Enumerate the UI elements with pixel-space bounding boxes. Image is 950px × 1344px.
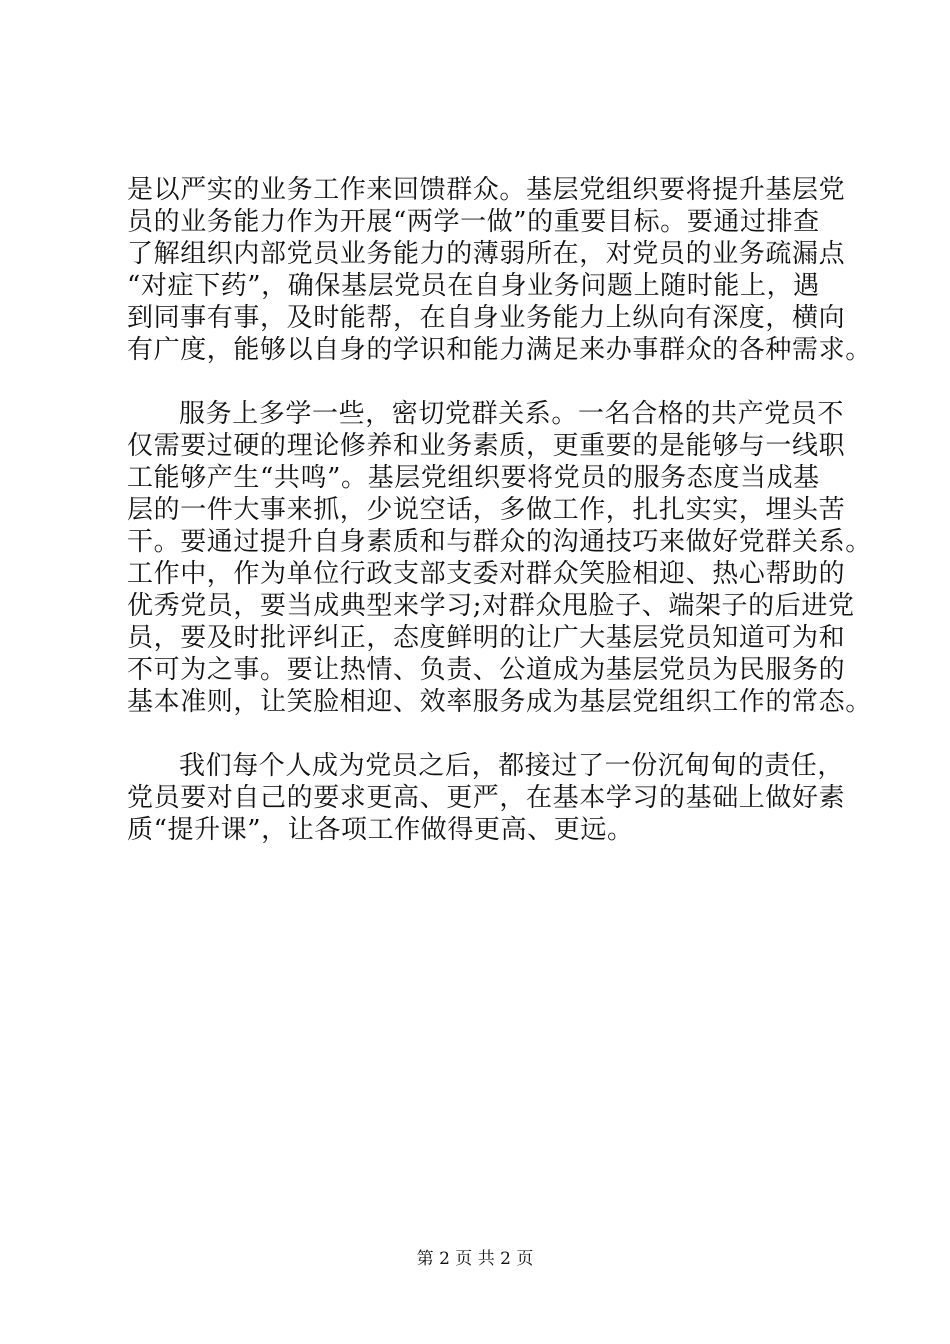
paragraph-line: 了解组织内部党员业务能力的薄弱所在，对党员的业务疏漏点 bbox=[127, 239, 846, 269]
paragraph-line: 质“提升课”，让各项工作做得更高、更远。 bbox=[127, 815, 634, 845]
paragraph-line: 服务上多学一些，密切党群关系。一名合格的共产党员不 bbox=[179, 399, 845, 429]
paragraph-line: 优秀党员，要当成典型来学习;对群众甩脸子、端架子的后进党 bbox=[127, 591, 855, 621]
paragraph-line: 不可为之事。要让热情、负责、公道成为基层党员为民服务的 bbox=[127, 655, 846, 685]
paragraph-1 bbox=[127, 174, 872, 366]
paragraph-line: 工作中，作为单位行政支部支委对群众笑脸相迎、热心帮助的 bbox=[127, 559, 846, 589]
paragraph-line: 党员要对自己的要求更高、更严，在基本学习的基础上做好素 bbox=[127, 783, 846, 813]
paragraph-line: 我们每个人成为党员之后，都接过了一份沉甸甸的责任， bbox=[179, 751, 845, 781]
paragraph-line: 干。要通过提升自身素质和与群众的沟通技巧来做好党群关系。 bbox=[127, 527, 872, 557]
page-number-footer: 第 2 页 共 2 页 bbox=[416, 1249, 534, 1269]
paragraph-line: “对症下药”，确保基层党员在自身业务问题上随时能上，遇 bbox=[127, 271, 820, 301]
paragraph-2 bbox=[127, 398, 872, 718]
paragraph-line: 基本准则，让笑脸相迎、效率服务成为基层党组织工作的常态。 bbox=[127, 687, 872, 717]
paragraph-line: 到同事有事，及时能帮，在自身业务能力上纵向有深度，横向 bbox=[127, 303, 846, 333]
paragraph-3 bbox=[127, 750, 847, 846]
paragraph-line: 工能够产生“共鸣”。基层党组织要将党员的服务态度当成基 bbox=[127, 463, 820, 493]
paragraph-line: 员，要及时批评纠正，态度鲜明的让广大基层党员知道可为和 bbox=[127, 623, 846, 653]
paragraph-line: 员的业务能力作为开展“两学一做”的重要目标。要通过排查 bbox=[127, 207, 820, 237]
paragraph-line: 仅需要过硬的理论修养和业务素质，更重要的是能够与一线职 bbox=[127, 431, 846, 461]
paragraph-line: 有广度，能够以自身的学识和能力满足来办事群众的各种需求。 bbox=[127, 335, 872, 365]
paragraph-line: 是以严实的业务工作来回馈群众。基层党组织要将提升基层党 bbox=[127, 175, 846, 205]
paragraph-line: 层的一件大事来抓，少说空话，多做工作，扎扎实实，埋头苦 bbox=[127, 495, 846, 525]
document-body bbox=[127, 174, 872, 878]
